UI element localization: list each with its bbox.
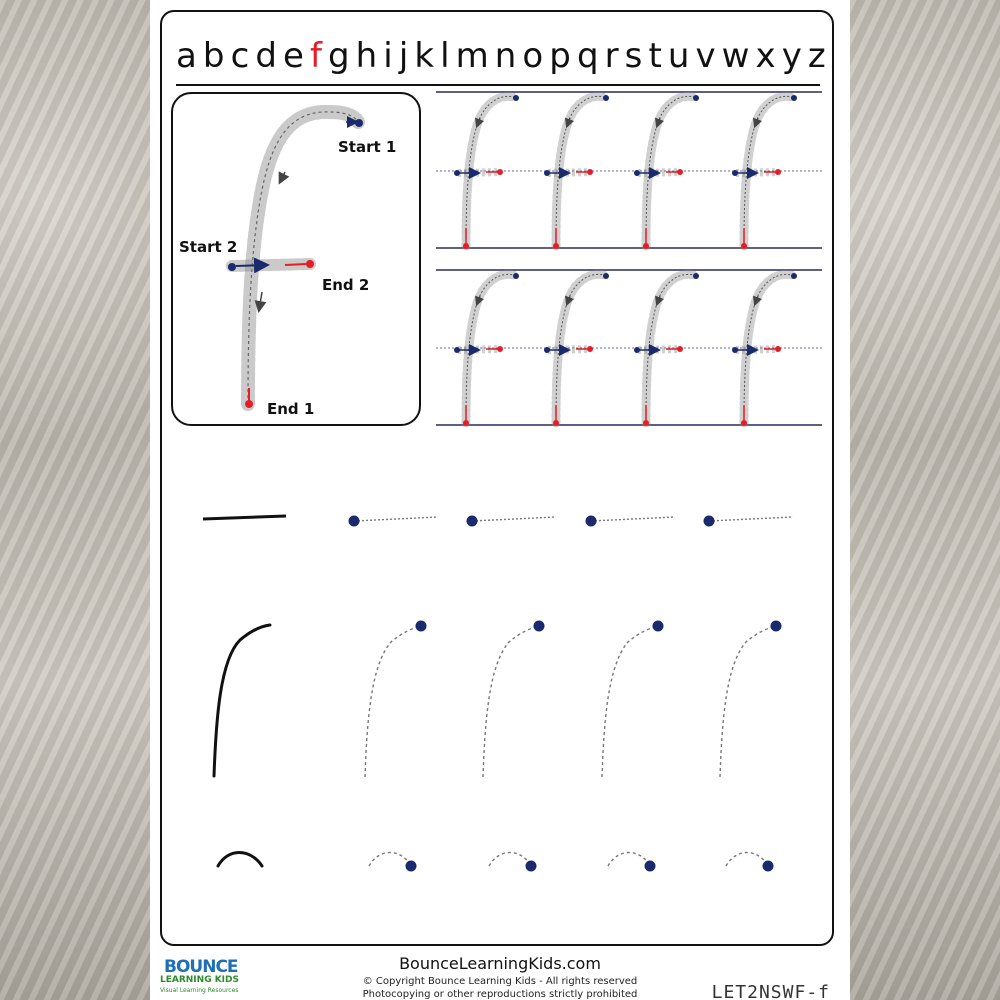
start-dot-icon <box>586 516 597 527</box>
alphabet-letter-b: b <box>202 36 225 76</box>
start-dot-icon <box>791 95 797 101</box>
model-curve-stroke <box>214 625 270 776</box>
start-dot-icon <box>416 621 427 632</box>
model-arch-stroke <box>218 853 262 867</box>
start-dot-icon <box>513 95 519 101</box>
model-horizontal-stroke <box>203 516 286 519</box>
tracing-letter-f <box>634 95 699 249</box>
guide-label-end-1: End 1 <box>267 400 315 418</box>
alphabet-letter-d: d <box>255 36 277 76</box>
trace-curve-stroke <box>483 621 545 778</box>
start-dot-icon <box>603 273 609 279</box>
trace-horizontal-stroke <box>586 516 676 527</box>
alphabet-letter-i: i <box>383 36 393 76</box>
stroke-practice-arch <box>218 853 774 872</box>
start-dot-icon <box>634 170 640 176</box>
alphabet-letter-x: x <box>755 36 776 76</box>
end-dot-icon <box>643 243 649 249</box>
alphabet-letter-e: e <box>282 36 304 76</box>
alphabet-letter-k: k <box>414 36 435 76</box>
alphabet-letter-f: f <box>309 36 322 76</box>
end-dot-icon <box>587 346 593 352</box>
logo-wordmark: BOUNCE <box>164 957 238 977</box>
footer-notice: Photocopying or other reproductions strictly prohibited <box>362 989 638 1000</box>
alphabet-letter-s: s <box>624 36 643 76</box>
alphabet-letter-v: v <box>695 36 716 76</box>
stroke-practice-horizontal <box>203 516 793 527</box>
end-2-dot-icon <box>306 260 314 268</box>
start-dot-icon <box>513 273 519 279</box>
end-dot-icon <box>741 243 747 249</box>
tracing-letter-f <box>634 273 699 426</box>
guide-letter-f <box>228 112 363 408</box>
start-dot-icon <box>704 516 715 527</box>
start-dot-icon <box>603 95 609 101</box>
alphabet-letter-o: o <box>522 36 544 76</box>
end-dot-icon <box>463 420 469 426</box>
start-1-dot-icon <box>355 119 363 127</box>
alphabet-letter-a: a <box>176 36 197 76</box>
start-dot-icon <box>467 516 478 527</box>
alphabet-letter-l: l <box>440 36 450 76</box>
end-dot-icon <box>677 169 683 175</box>
start-dot-icon <box>693 95 699 101</box>
start-2-dot-icon <box>228 263 236 271</box>
end-dot-icon <box>553 420 559 426</box>
start-dot-icon <box>406 861 417 872</box>
start-dot-icon <box>454 170 460 176</box>
start-dot-icon <box>732 347 738 353</box>
alphabet-letter-z: z <box>807 36 826 76</box>
tracing-letter-f <box>544 95 609 249</box>
trace-curve-stroke <box>602 621 664 778</box>
tracing-letter-f <box>732 273 797 426</box>
trace-curve-stroke <box>720 621 782 778</box>
alphabet-letter-y: y <box>781 36 802 76</box>
end-dot-icon <box>775 169 781 175</box>
product-code: LET2NSWF-f <box>711 982 830 1000</box>
start-dot-icon <box>732 170 738 176</box>
trace-horizontal-stroke <box>349 516 439 527</box>
start-dot-icon <box>349 516 360 527</box>
alphabet-letter-t: t <box>648 36 662 76</box>
trace-horizontal-stroke <box>467 516 557 527</box>
start-dot-icon <box>763 861 774 872</box>
trace-arch-stroke <box>489 853 537 872</box>
start-dot-icon <box>693 273 699 279</box>
tracing-letters <box>454 95 797 426</box>
alphabet-letter-w: w <box>721 36 750 76</box>
end-dot-icon <box>643 420 649 426</box>
start-dot-icon <box>791 273 797 279</box>
alphabet-letter-j: j <box>398 36 409 76</box>
start-dot-icon <box>653 621 664 632</box>
trace-arch-stroke <box>608 853 656 872</box>
trace-horizontal-stroke <box>704 516 794 527</box>
end-dot-icon <box>775 346 781 352</box>
start-dot-icon <box>771 621 782 632</box>
alphabet-letter-g: g <box>328 36 350 76</box>
end-dot-icon <box>497 346 503 352</box>
end-dot-icon <box>497 169 503 175</box>
logo-subtitle: LEARNING KIDS <box>160 975 239 985</box>
tracing-rows <box>436 92 822 425</box>
end-dot-icon <box>463 243 469 249</box>
start-dot-icon <box>544 170 550 176</box>
alphabet-letter-p: p <box>549 36 571 76</box>
end-1-dot-icon <box>245 400 253 408</box>
end-dot-icon <box>677 346 683 352</box>
trace-curve-stroke <box>365 621 427 778</box>
tracing-letter-f <box>544 273 609 426</box>
trace-arch-stroke <box>369 853 417 872</box>
alphabet-letter-r: r <box>604 36 619 76</box>
alphabet-letter-n: n <box>494 36 517 76</box>
logo-tagline: Visual Learning Resources <box>160 987 239 994</box>
start-dot-icon <box>645 861 656 872</box>
guide-label-end-2: End 2 <box>322 276 370 294</box>
alphabet-letter-h: h <box>355 36 378 76</box>
trace-arch-stroke <box>726 853 774 872</box>
alphabet-letter-q: q <box>576 36 599 76</box>
start-dot-icon <box>634 347 640 353</box>
end-dot-icon <box>741 420 747 426</box>
footer-copyright: © Copyright Bounce Learning Kids - All rights reserved <box>362 976 638 987</box>
start-dot-icon <box>454 347 460 353</box>
tracing-letter-f <box>454 273 519 426</box>
end-dot-icon <box>553 243 559 249</box>
start-dot-icon <box>544 347 550 353</box>
alphabet-letter-u: u <box>667 36 690 76</box>
end-dot-icon <box>587 169 593 175</box>
tracing-letter-f <box>454 95 519 249</box>
alphabet-letter-m: m <box>455 36 489 76</box>
start-dot-icon <box>526 861 537 872</box>
stroke-practice-curve <box>214 621 782 778</box>
start-dot-icon <box>534 621 545 632</box>
guide-label-start-2: Start 2 <box>179 238 238 256</box>
footer-website: BounceLearningKids.com <box>399 954 601 973</box>
alphabet-letter-c: c <box>230 36 250 76</box>
guide-label-start-1: Start 1 <box>338 138 397 156</box>
tracing-letter-f <box>732 95 797 249</box>
